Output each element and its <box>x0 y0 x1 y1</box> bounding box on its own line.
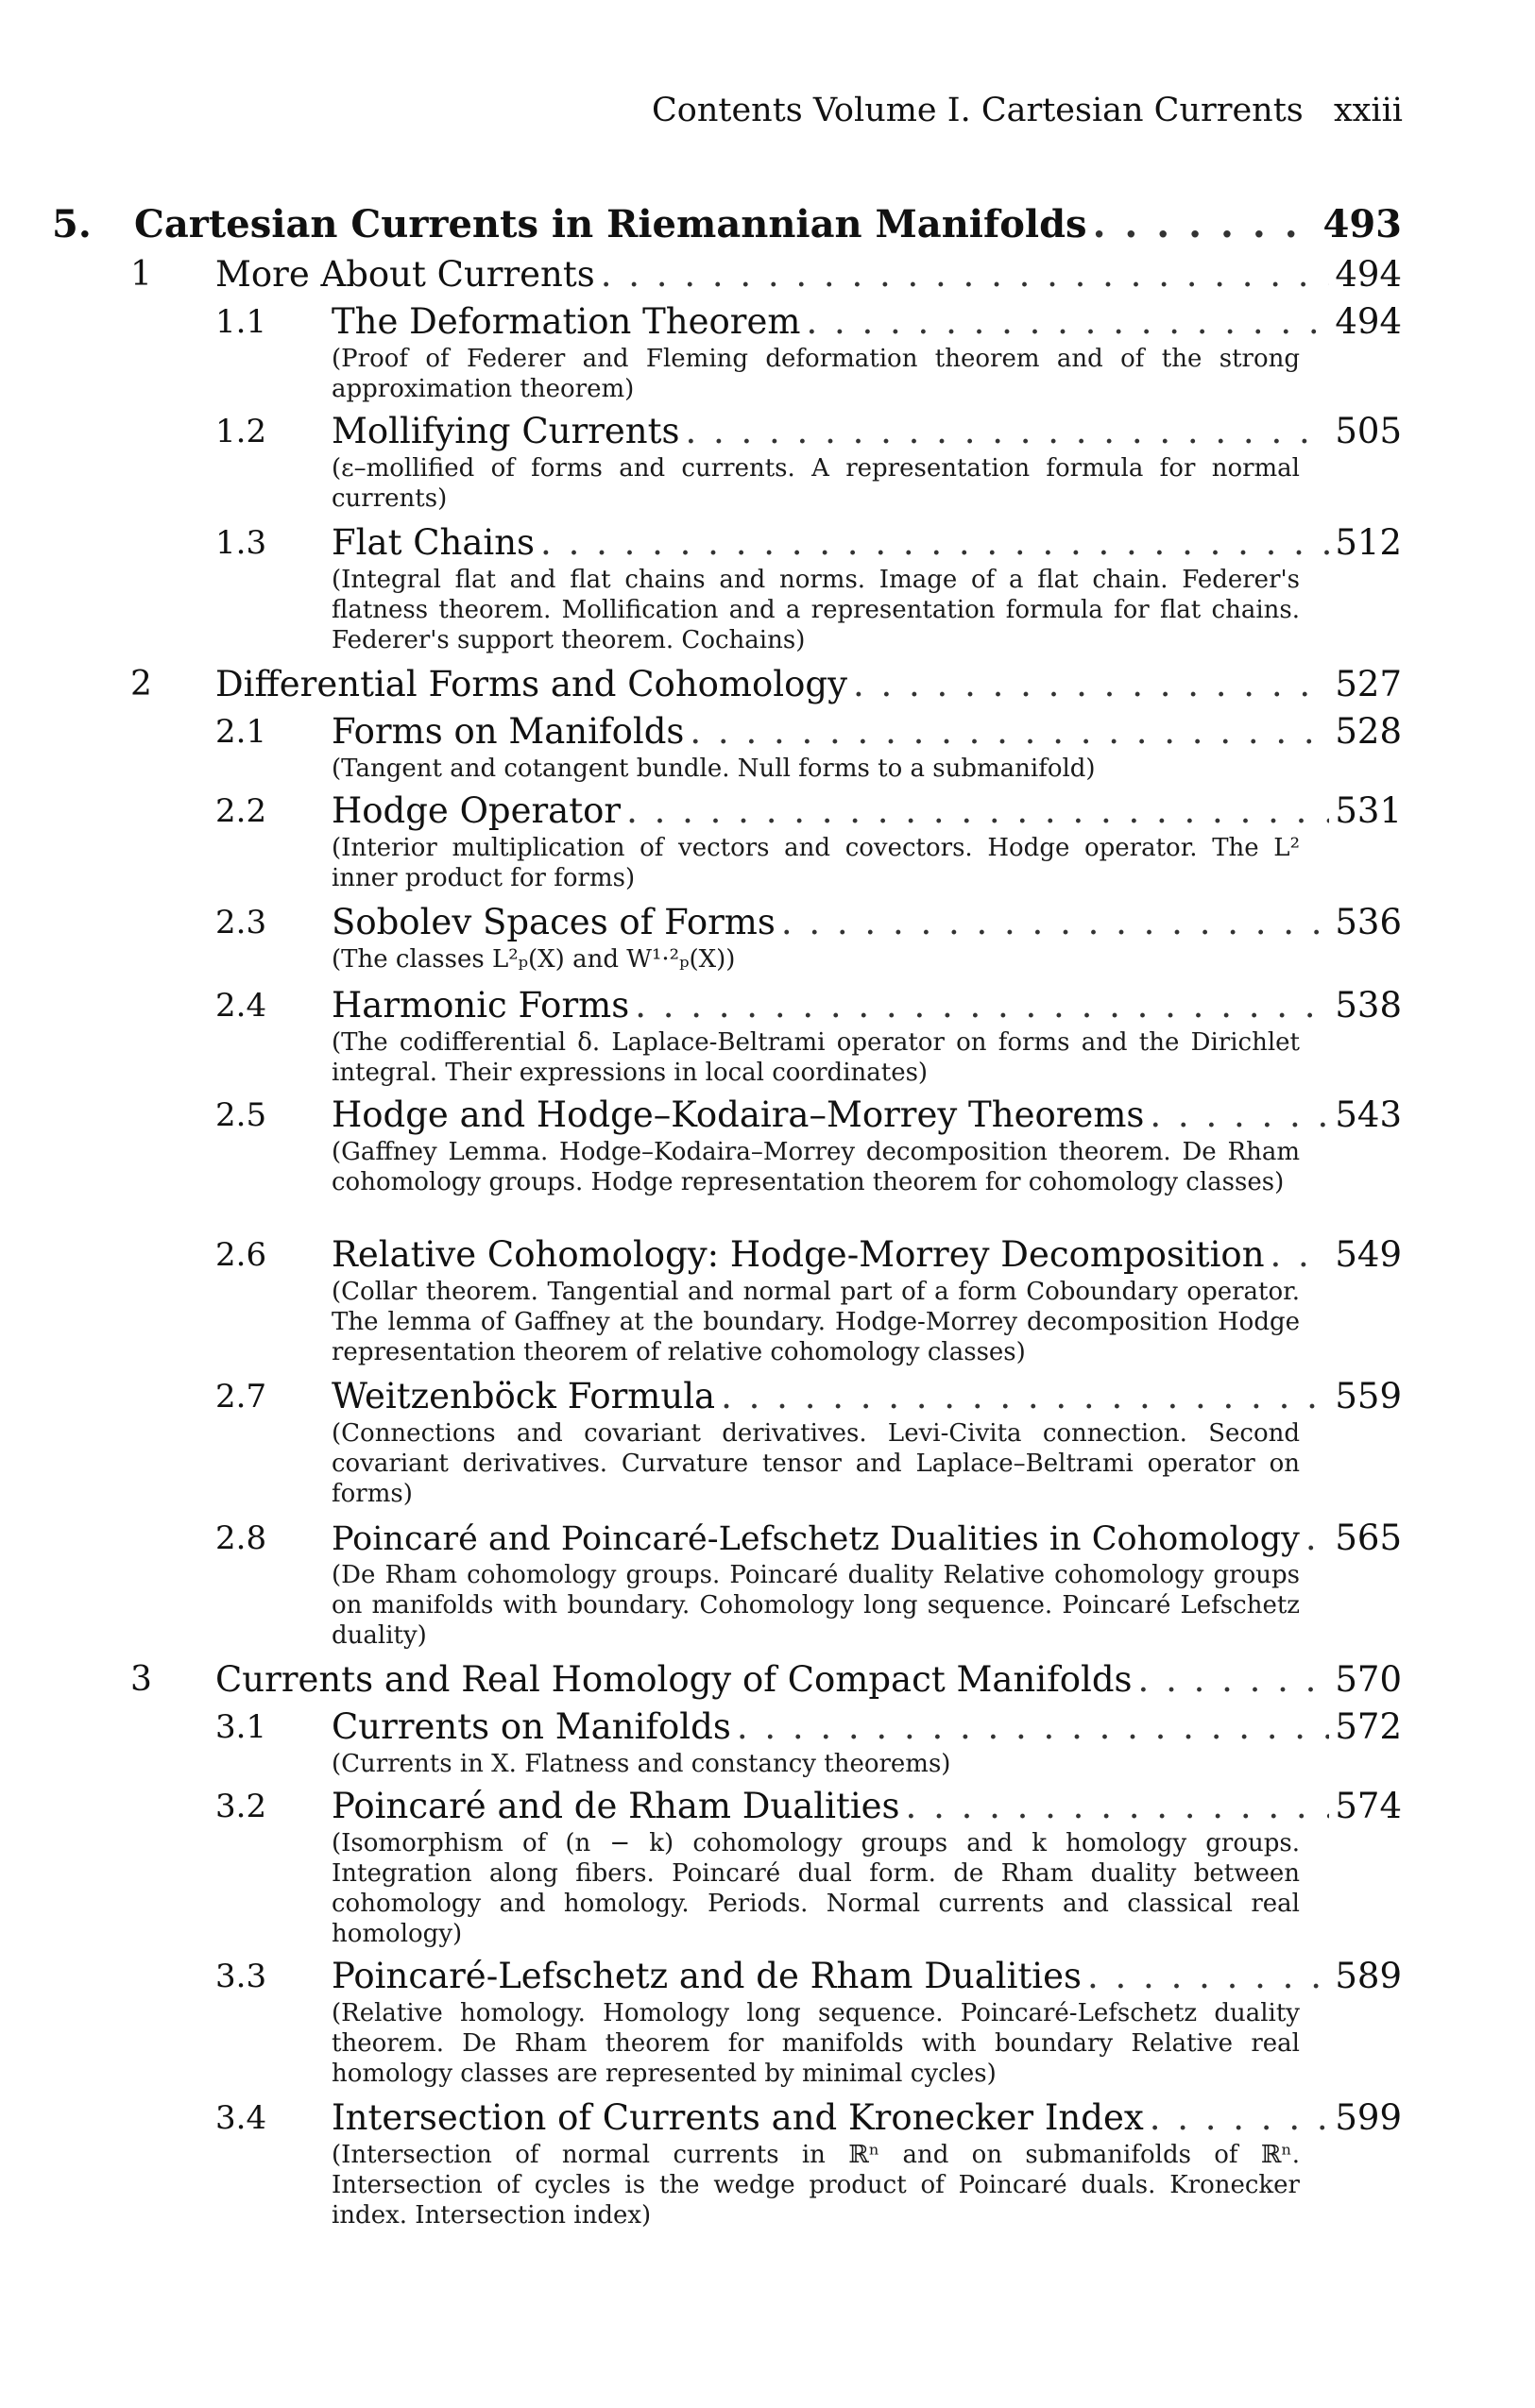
dot-leader <box>601 251 1330 298</box>
subsection-description: (Integral flat and flat chains and norms. Image of a flat chain. Federer's flatness theorem. Mollification and a representation formula for flat chains. Federer's support theorem. Cochains) <box>332 566 1300 654</box>
subsection-number: 2.4 <box>215 987 267 1025</box>
dot-leader <box>721 1373 1329 1420</box>
subsection-title-line <box>332 1231 1402 1279</box>
dot-leader <box>737 1704 1330 1751</box>
subsection-page: 599 <box>1335 2097 1402 2138</box>
subsection-description: (ε–mollified of forms and currents. A representation formula for normal currents) <box>332 454 1300 513</box>
subsection-description: (Tangent and cotangent bundle. Null forms to a submanifold) <box>332 755 1096 783</box>
subsection-page: 559 <box>1335 1376 1402 1416</box>
dot-leader <box>635 982 1329 1029</box>
section-title-line <box>215 661 1402 708</box>
section-number: 2 <box>130 665 152 704</box>
subsection-entry[interactable] <box>0 899 1535 982</box>
subsection-entry[interactable] <box>0 298 1535 408</box>
section-entry[interactable] <box>0 251 1535 298</box>
section-page: 570 <box>1335 1659 1402 1700</box>
subsection-entry[interactable] <box>0 1953 1535 2094</box>
subsection-entry[interactable] <box>0 1783 1535 1953</box>
subsection-title-line <box>332 1515 1402 1563</box>
subsection-description: (Connections and covariant derivatives. Levi-Civita connection. Second covariant derivatives. Curvature tensor and Laplace–Beltrami operator on forms) <box>332 1419 1300 1508</box>
subsection-title-line <box>332 2094 1402 2142</box>
subsection-page: 512 <box>1335 522 1402 563</box>
subsection-description: (Proof of Federer and Fleming deformation theorem and of the strong approximation theorem) <box>332 345 1300 403</box>
subsection-description: (The codifferential δ. Laplace-Beltrami operator on forms and the Dirichlet integral. Their expressions in local coordinates) <box>332 1028 1300 1087</box>
section-title-line <box>215 1656 1402 1704</box>
subsection-title: Intersection of Currents and Kronecker Index <box>332 2097 1144 2138</box>
section-page: 494 <box>1335 254 1402 295</box>
subsection-entry[interactable] <box>0 708 1535 788</box>
subsection-description: (Interior multiplication of vectors and covectors. Hodge operator. The L² inner product for forms) <box>332 834 1300 892</box>
dot-leader <box>1271 1231 1330 1279</box>
subsection-title-line <box>332 1092 1402 1139</box>
section-entry[interactable] <box>0 661 1535 708</box>
subsection-title: The Deformation Theorem <box>332 301 801 342</box>
subsection-title-line <box>332 788 1402 835</box>
dot-leader <box>781 899 1330 946</box>
subsection-number: 3.3 <box>215 1958 267 1995</box>
subsection-title: Flat Chains <box>332 522 536 563</box>
subsection-title-line <box>332 899 1402 946</box>
subsection-entry[interactable] <box>0 788 1535 899</box>
subsection-number: 3.1 <box>215 1708 267 1746</box>
chapter-number: 5. <box>52 202 92 246</box>
subsection-number: 2.2 <box>215 792 267 830</box>
subsection-title-line <box>332 1373 1402 1420</box>
subsection-number: 2.3 <box>215 904 267 941</box>
dot-leader <box>1150 2094 1330 2142</box>
subsection-entry[interactable] <box>0 982 1535 1092</box>
dot-leader <box>685 408 1329 455</box>
subsection-description: (Gaffney Lemma. Hodge–Kodaira–Morrey decomposition theorem. De Rham cohomology groups. Hodge representation theorem for cohomology classes) <box>332 1138 1300 1196</box>
subsection-title-line <box>332 1783 1402 1830</box>
subsection-number: 2.8 <box>215 1519 267 1557</box>
subsection-page: 549 <box>1335 1234 1402 1275</box>
subsection-title-line <box>332 708 1402 755</box>
subsection-page: 572 <box>1335 1706 1402 1747</box>
running-title: Contents Volume I. Cartesian Currents <box>652 92 1304 129</box>
running-head <box>652 87 1403 134</box>
subsection-title-line <box>332 298 1402 346</box>
section-page: 527 <box>1335 664 1402 704</box>
subsection-title: Relative Cohomology: Hodge-Morrey Decomposition <box>332 1234 1265 1275</box>
subsection-number: 1.1 <box>215 303 267 341</box>
subsection-number: 2.1 <box>215 713 267 751</box>
dot-leader <box>1305 1515 1329 1562</box>
dot-leader <box>690 708 1329 755</box>
section-title: Differential Forms and Cohomology <box>215 664 847 704</box>
subsection-number: 3.4 <box>215 2099 267 2137</box>
subsection-page: 538 <box>1335 985 1402 1026</box>
subsection-title-line <box>332 1953 1402 2000</box>
subsection-entry[interactable] <box>0 1092 1535 1231</box>
dot-leader <box>1087 1953 1329 2000</box>
subsection-page: 543 <box>1335 1094 1402 1135</box>
subsection-page: 531 <box>1335 790 1402 831</box>
subsection-page: 528 <box>1335 711 1402 752</box>
dot-leader <box>806 298 1329 346</box>
subsection-description: (Intersection of normal currents in ℝⁿ and on submanifolds of ℝⁿ. Intersection of cycles is the wedge product of Poincaré duals. Kronecker index. Intersection index) <box>332 2141 1300 2230</box>
subsection-title-line <box>332 1704 1402 1751</box>
dot-leader <box>1150 1092 1329 1139</box>
subsection-title: Weitzenböck Formula <box>332 1376 716 1416</box>
subsection-title: Hodge Operator <box>332 790 622 831</box>
dot-leader <box>626 788 1329 835</box>
section-title: Currents and Real Homology of Compact Manifolds <box>215 1659 1133 1700</box>
subsection-description: (Currents in X. Flatness and constancy theorems) <box>332 1750 951 1778</box>
subsection-title: Harmonic Forms <box>332 985 630 1026</box>
page-number: xxiii <box>1333 92 1403 129</box>
subsection-entry[interactable] <box>0 1373 1535 1515</box>
subsection-page: 536 <box>1335 902 1402 942</box>
subsection-title-line <box>332 519 1402 567</box>
subsection-entry[interactable] <box>0 1515 1535 1656</box>
subsection-entry[interactable] <box>0 2094 1535 2236</box>
subsection-title-line <box>332 982 1402 1029</box>
subsection-entry[interactable] <box>0 519 1535 661</box>
subsection-description: (Isomorphism of (n − k) cohomology groups and k homology groups. Integration along fibers. Poincaré dual form. de Rham duality between cohomology and homology. Periods. Normal currents and classical real homology) <box>332 1829 1300 1948</box>
section-number: 3 <box>130 1660 152 1699</box>
subsection-description: (Collar theorem. Tangential and normal part of a form Coboundary operator. The lemma of Gaffney at the boundary. Hodge-Morrey decomposition Hodge representation theorem of relative cohomology classes) <box>332 1278 1300 1366</box>
subsection-description: (The classes L²ₚ(X) and W¹·²ₚ(X)) <box>332 945 736 974</box>
dot-leader <box>1093 198 1318 251</box>
chapter-title-line <box>134 198 1402 251</box>
subsection-title: Poincaré and de Rham Dualities <box>332 1786 900 1826</box>
subsection-entry[interactable] <box>0 408 1535 519</box>
chapter-title: Cartesian Currents in Riemannian Manifolds <box>134 202 1087 246</box>
subsection-title: Poincaré and Poincaré-Lefschetz Dualities in Cohomology <box>332 1520 1300 1558</box>
subsection-number: 2.5 <box>215 1096 267 1134</box>
dot-leader <box>906 1783 1330 1830</box>
chapter-entry[interactable] <box>0 198 1535 251</box>
subsection-title: Mollifying Currents <box>332 411 680 451</box>
section-title: More About Currents <box>215 254 595 295</box>
subsection-title-line <box>332 408 1402 455</box>
subsection-number: 3.2 <box>215 1788 267 1825</box>
subsection-title: Currents on Manifolds <box>332 1706 731 1747</box>
dot-leader <box>540 519 1329 567</box>
subsection-title: Forms on Manifolds <box>332 711 685 752</box>
subsection-title: Hodge and Hodge–Kodaira–Morrey Theorems <box>332 1094 1145 1135</box>
chapter-page: 493 <box>1322 202 1402 246</box>
subsection-number: 1.2 <box>215 413 267 450</box>
dot-leader <box>853 661 1329 708</box>
subsection-number: 1.3 <box>215 524 267 562</box>
subsection-entry[interactable] <box>0 1231 1535 1373</box>
subsection-description: (De Rham cohomology groups. Poincaré duality Relative cohomology groups on manifolds with boundary. Cohomology long sequence. Poincaré Lefschetz duality) <box>332 1561 1300 1650</box>
subsection-page: 505 <box>1335 411 1402 451</box>
subsection-number: 2.7 <box>215 1378 267 1416</box>
dot-leader <box>1138 1656 1330 1704</box>
subsection-page: 574 <box>1335 1786 1402 1826</box>
subsection-entry[interactable] <box>0 1704 1535 1783</box>
subsection-page: 565 <box>1335 1518 1402 1558</box>
section-number: 1 <box>130 255 152 294</box>
subsection-title: Sobolev Spaces of Forms <box>332 902 776 942</box>
section-title-line <box>215 251 1402 298</box>
subsection-page: 494 <box>1335 301 1402 342</box>
subsection-page: 589 <box>1335 1956 1402 1996</box>
subsection-description: (Relative homology. Homology long sequence. Poincaré-Lefschetz duality theorem. De Rham theorem for manifolds with boundary Relative real homology classes are represented by minimal cycles) <box>332 1999 1300 2088</box>
subsection-number: 2.6 <box>215 1236 267 1274</box>
subsection-title: Poincaré-Lefschetz and de Rham Dualities <box>332 1956 1083 1996</box>
section-entry[interactable] <box>0 1656 1535 1704</box>
